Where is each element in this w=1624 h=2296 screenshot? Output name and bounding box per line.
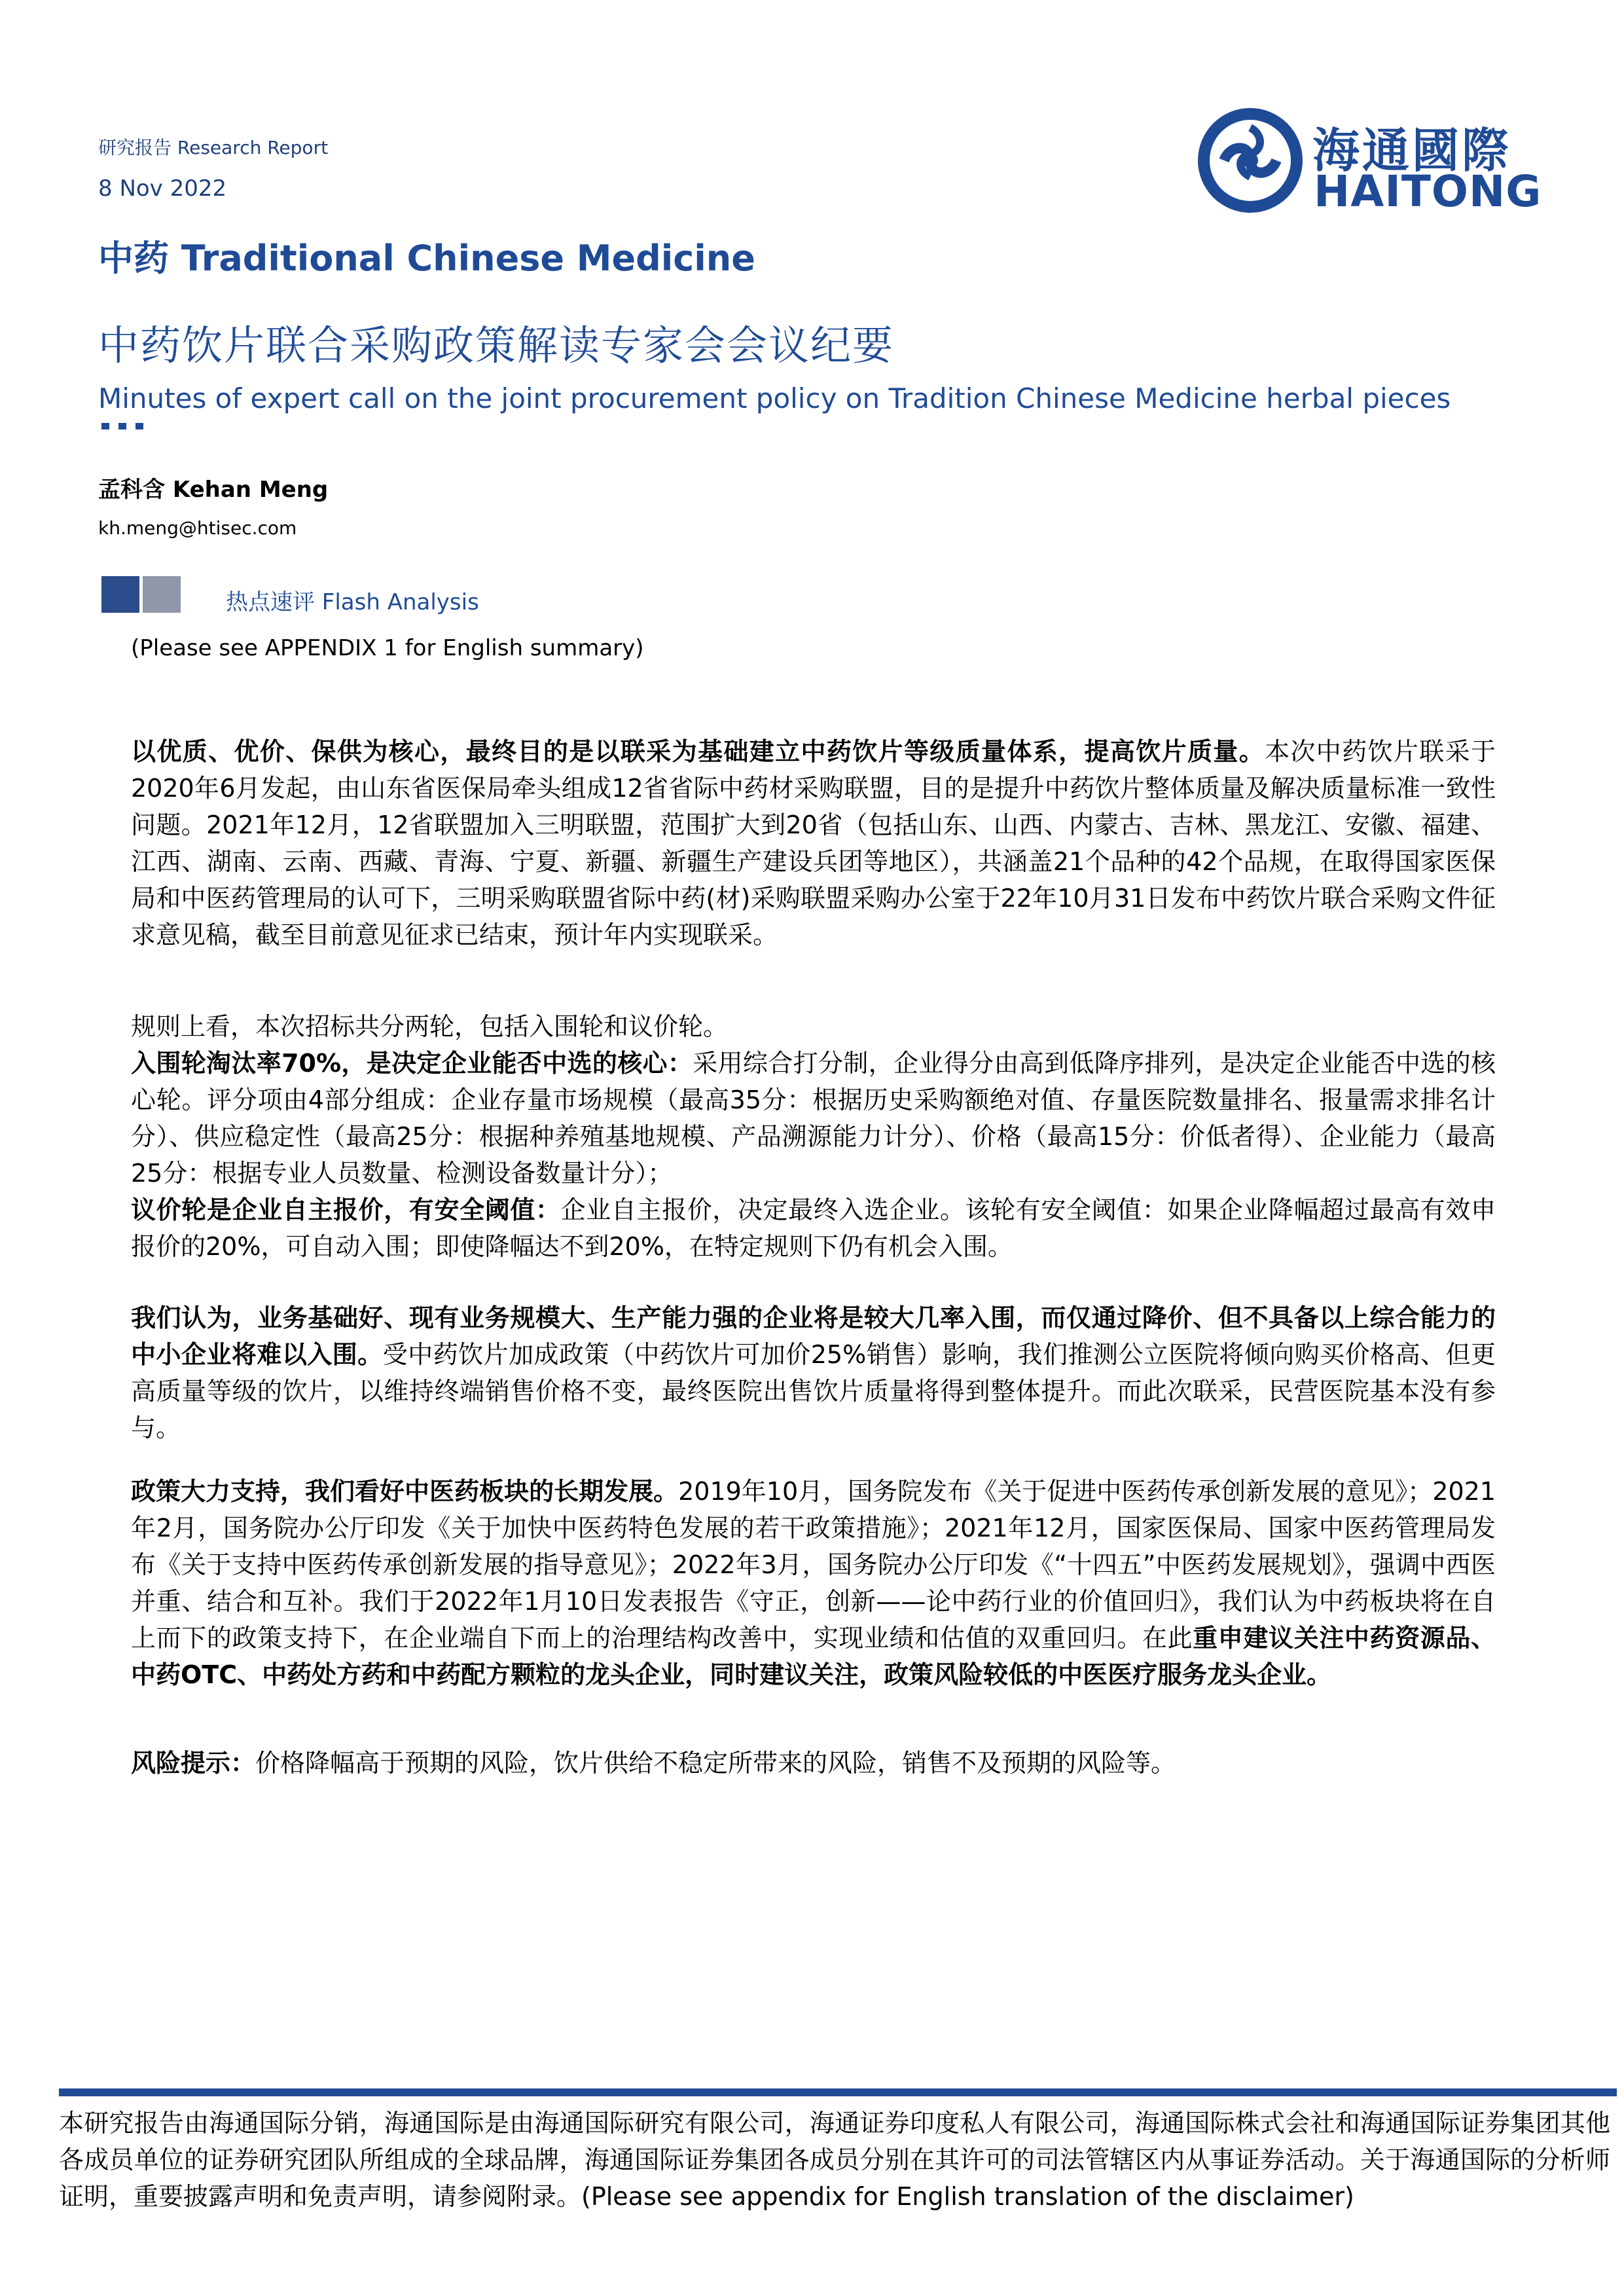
paragraph-view: [131, 1300, 1496, 1446]
sector-heading: 中药 Traditional Chinese Medicine: [98, 238, 755, 279]
appendix-note: (Please see APPENDIX 1 for English summary): [131, 635, 644, 661]
flash-analysis-label: 热点速评 Flash Analysis: [226, 589, 479, 615]
rules-intro: 规则上看，本次招标共分两轮，包括入围轮和议价轮。: [131, 1012, 729, 1041]
page-title-chinese: 中药饮片联合采购政策解读专家会会议纪要: [98, 321, 895, 369]
footer-divider: [59, 2088, 1617, 2096]
analyst-email[interactable]: kh.meng@htisec.com: [98, 517, 297, 539]
paragraph-view-text: 受中药饮片加成政策（中药饮片可加价25%销售）影响，我们推测公立医院将倾向购买价格高、但更高质量等级的饮片，以维持终端销售价格不变，最终医院出售饮片质量将得到整体提升。而此次联采，民营医院基本没有参与。: [131, 1340, 1496, 1442]
paragraph-policy-text: 2019年10月，国务院发布《关于促进中医药传承创新发展的意见》；2021年2月，国务院办公厅印发《关于加快中医药特色发展的若干政策措施》；2021年12月，国家医保局、国家中医药管理局发布《关于支持中医药传承创新发展的指导意见》；2022年3月，国务院办公厅印发《“十四五”中医药发展规划》，强调中西医并重、结合和互补。我们于2022年1月10日发表报告《守正，创新——论中药行业的价值回归》，我们认为中药板块将在自上而下的政策支持下，在企业端自下而上的治理结构改善中，实现业绩和估值的双重回归。在此: [131, 1477, 1496, 1652]
tag-square-dark: [101, 576, 139, 613]
paragraph-summary: [131, 733, 1496, 953]
logo-name-english: HAITONG: [1314, 166, 1542, 217]
report-date: 8 Nov 2022: [98, 175, 227, 202]
round-one-bold: 入围轮淘汰率70%，是决定企业能否中选的核心：: [131, 1049, 693, 1078]
paragraph-summary-bold: 以优质、优价、保供为核心，最终目的是以联采为基础建立中药饮片等级质量体系，提高饮片质量。: [131, 737, 1265, 766]
rules-round-one: [131, 1045, 1496, 1192]
round-one-text: 采用综合打分制，企业得分由高到低降序排列，是决定企业能否中选的核心轮。评分项由4部分组成：企业存量市场规模（最高35分：根据历史采购额绝对值、存量医院数量排名、报量需求排名计分）、供应稳定性（最高25分：根据种养殖基地规模、产品溯源能力计分）、价格（最高15分：价低者得）、企业能力（最高25分：根据专业人员数量、检测设备数量计分）；: [131, 1049, 1496, 1188]
rules-round-two: [131, 1192, 1496, 1265]
report-type-label: 研究报告 Research Report: [98, 137, 329, 158]
paragraph-policy-bold-end: 重申建议关注中药资源品、中药OTC、中药处方药和中药配方颗粒的龙头企业，同时建议关注，政策风险较低的中医医疗服务龙头企业。: [131, 1624, 1496, 1689]
paragraph-summary-text: 本次中药饮片联采于2020年6月发起，由山东省医保局牵头组成12省省际中药材采购联盟，目的是提升中药饮片整体质量及解决质量标准一致性问题。2021年12月，12省联盟加入三明联盟，范围扩大到20省（包括山东、山西、内蒙古、吉林、黑龙江、安徽、福建、江西、湖南、云南、西藏、青海、宁夏、新疆、新疆生产建设兵团等地区），共涵盖21个品种的42个品规，在取得国家医保局和中医药管理局的认可下，三明采购联盟省际中药(材)采购联盟采购办公室于22年10月31日发布中药饮片联合采购文件征求意见稿，截至目前意见征求已结束，预计年内实现联采。: [131, 737, 1496, 949]
round-two-bold: 议价轮是企业自主报价，有安全阈值：: [131, 1195, 561, 1224]
risk-text: 价格降幅高于预期的风险，饮片供给不稳定所带来的风险，销售不及预期的风险等。: [255, 1749, 1176, 1777]
paragraph-policy: [131, 1473, 1496, 1693]
paragraph-risk: [131, 1745, 1496, 1781]
round-two-text: 企业自主报价，决定最终入选企业。该轮有安全阈值：如果企业降幅超过最高有效申报价的20%，可自动入围；即使降幅达不到20%，在特定规则下仍有机会入围。: [131, 1195, 1496, 1261]
tag-square-light: [143, 576, 181, 613]
analyst-name: 孟科含 Kehan Meng: [98, 477, 329, 503]
paragraph-rules: [131, 1008, 1496, 1265]
logo-name-chinese: 海通國際: [1312, 123, 1512, 178]
page-title-english: Minutes of expert call on the joint procurement policy on Tradition Chinese Medicine herbal pieces: [98, 382, 1451, 414]
title-overflow-fragment: [101, 419, 193, 431]
paragraph-view-bold: 我们认为，业务基础好、现有业务规模大、生产能力强的企业将是较大几率入围，而仅通过降价、但不具备以上综合能力的中小企业将难以入围。: [131, 1303, 1496, 1369]
paragraph-policy-bold: 政策大力支持，我们看好中医药板块的长期发展。: [131, 1477, 679, 1506]
risk-label: 风险提示：: [131, 1749, 256, 1777]
footer-disclaimer: 本研究报告由海通国际分销，海通国际是由海通国际研究有限公司，海通证券印度私人有限公司，海通国际株式会社和海通国际证券集团其他各成员单位的证券研究团队所组成的全球品牌，海通国际证券集团各成员分别在其许可的司法管辖区内从事证券活动。关于海通国际的分析师证明，重要披露声明和免责声明，请参阅附录。(Please see appendix for English translation of the disclaimer): [59, 2109, 1610, 2211]
